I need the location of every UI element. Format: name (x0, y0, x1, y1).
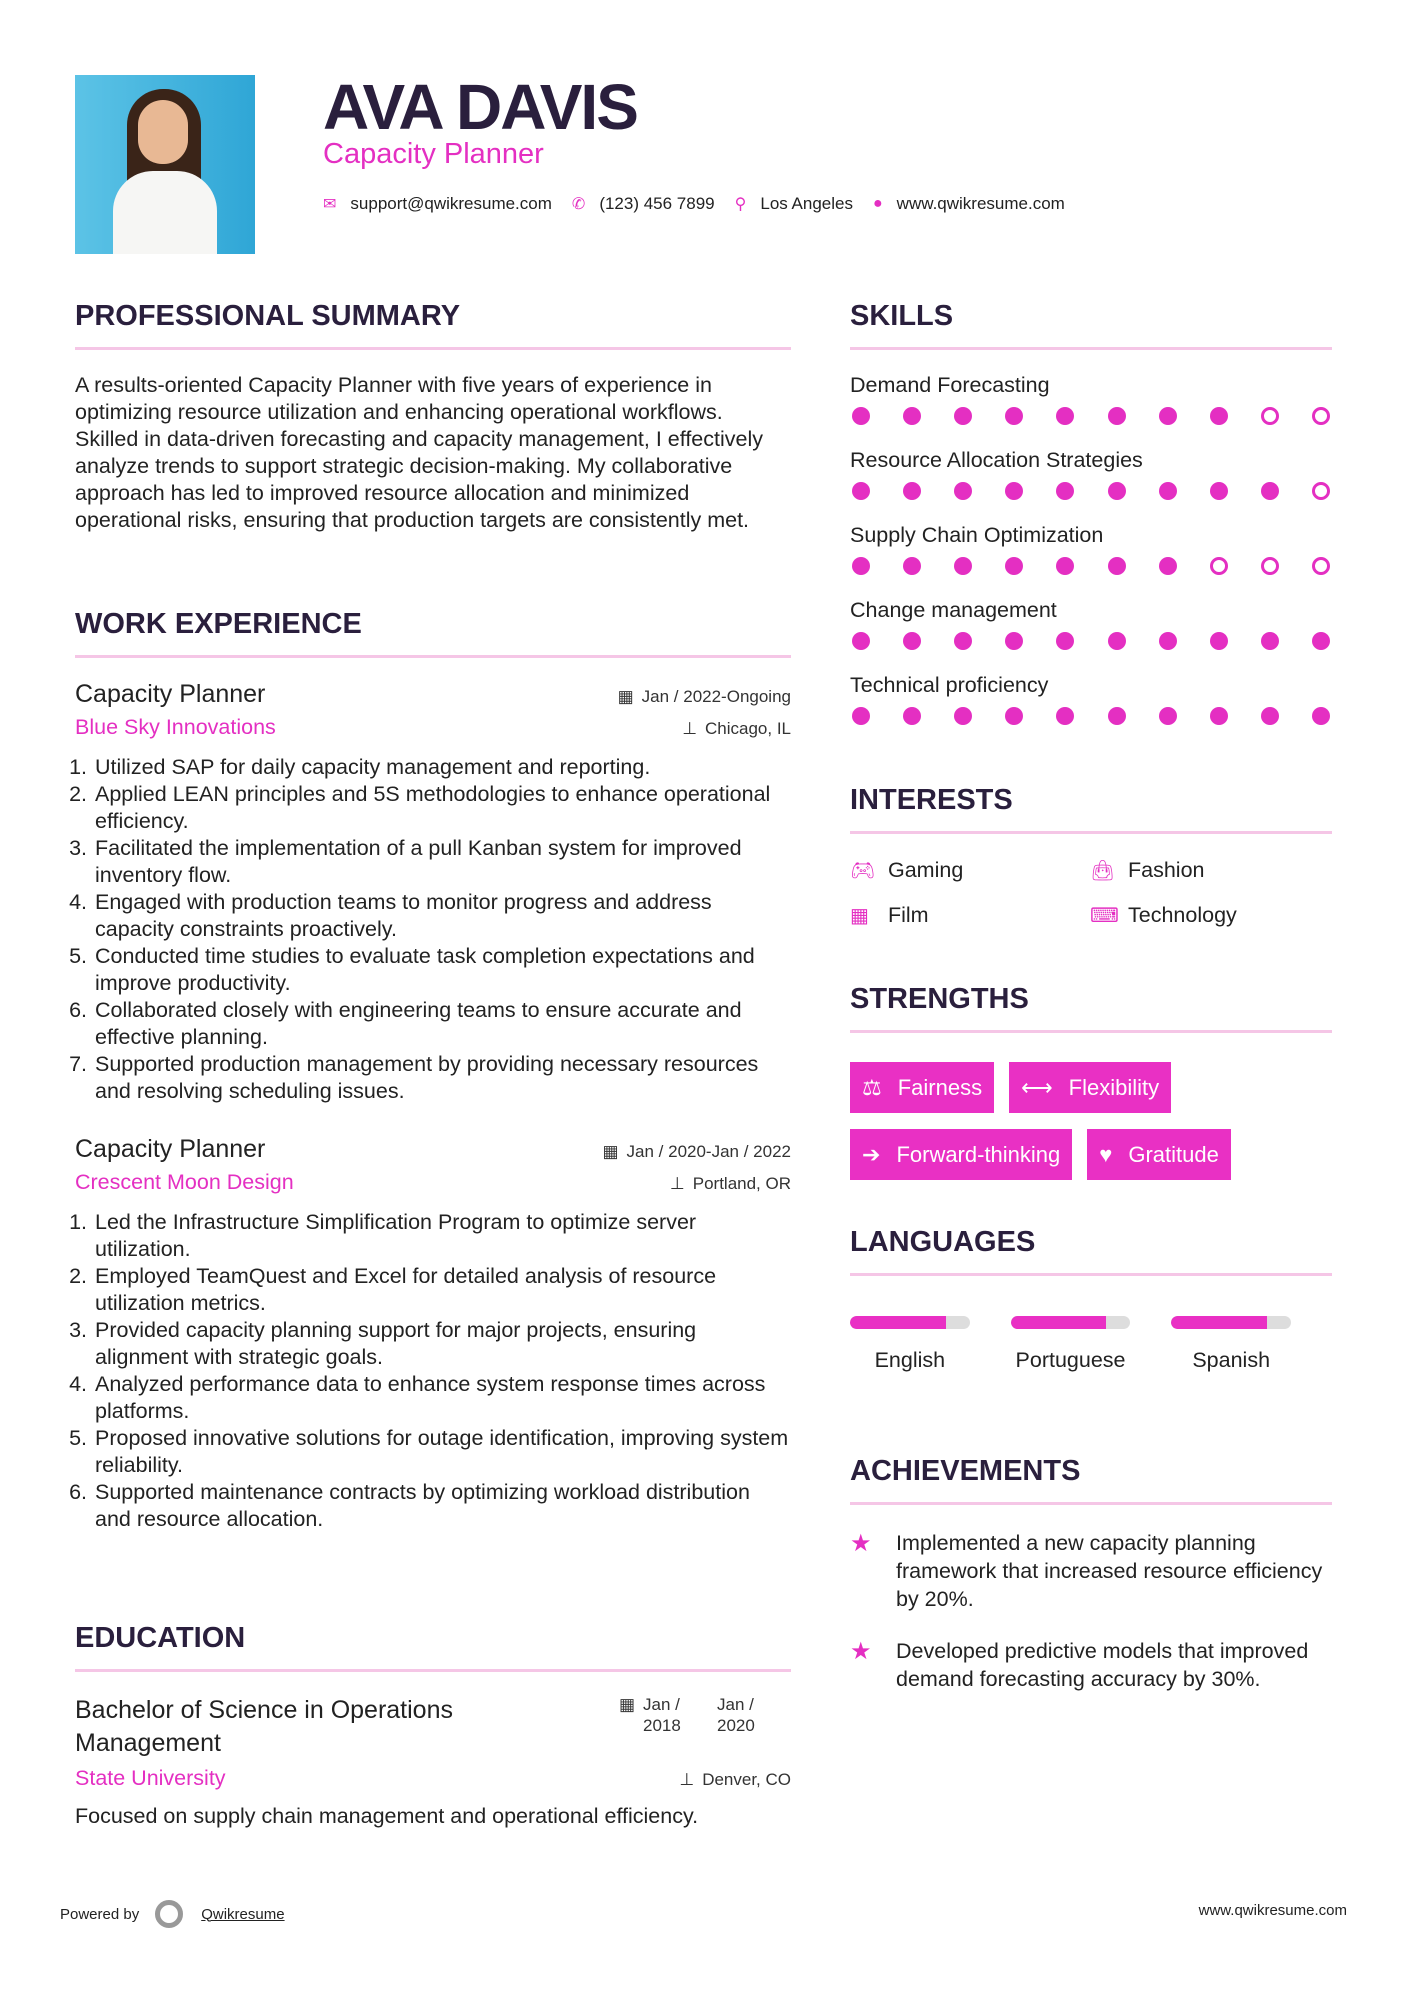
job-bullets (75, 754, 791, 1105)
gamepad-icon: 🎮︎ (850, 860, 876, 882)
rating-dot-filled (903, 557, 921, 575)
divider (850, 831, 1332, 834)
skills-section (850, 300, 1332, 747)
bullet-item: 6. Collaborated closely with engineering teams to ensure accurate and effective planning. (93, 997, 791, 1051)
job-location-wrap (682, 719, 791, 739)
divider (850, 1273, 1332, 1276)
job-title: Capacity Planner (323, 138, 544, 170)
skill-item (850, 672, 1332, 747)
balance-scale-icon: ⚖ (862, 1074, 882, 1100)
rating-dot-filled (1159, 482, 1177, 500)
rating-dot-empty (1261, 407, 1279, 425)
rating-dot-filled (1312, 632, 1330, 650)
job-bullets (75, 1209, 791, 1533)
globe-icon: ● (873, 195, 883, 212)
rating-dot-filled (954, 707, 972, 725)
laptop-icon: ⌨ (1090, 905, 1119, 927)
rating-dot-filled (852, 557, 870, 575)
section-heading: STRENGTHS (850, 983, 1029, 1015)
job-header (75, 1135, 791, 1164)
star-icon: ★ (850, 1638, 872, 1665)
skill-name: Technical proficiency (850, 673, 1049, 697)
language-level-fill (1011, 1316, 1107, 1329)
interest-label: Fashion (1128, 858, 1205, 882)
school: State University (75, 1766, 226, 1790)
rating-dot-filled (1210, 407, 1228, 425)
rating-dot-filled (1056, 557, 1074, 575)
powered-by-label: Powered by (60, 1905, 140, 1923)
rating-dot-filled (1312, 707, 1330, 725)
skill-rating (850, 707, 1332, 725)
profile-photo (75, 75, 255, 254)
shopping-bag-icon: 👜︎ (1090, 860, 1116, 882)
achievements-section (850, 1455, 1332, 1693)
interest-item (850, 858, 1090, 883)
skill-item (850, 372, 1332, 447)
footer-website[interactable]: www.qwikresume.com (1198, 1902, 1347, 1919)
bullet-item: 5. Proposed innovative solutions for outage identification, improving system reliability. (93, 1425, 791, 1479)
rating-dot-filled (1210, 482, 1228, 500)
job-dates-wrap (602, 1142, 791, 1162)
edu-description: Focused on supply chain management and operational efficiency. (75, 1804, 699, 1828)
rating-dot-filled (852, 632, 870, 650)
rating-dot-filled (954, 557, 972, 575)
skill-rating (850, 482, 1332, 500)
summary-text: A results-oriented Capacity Planner with five years of experience in optimizing resource utilization and enhancing operational workflows. Skilled in data-driven forecasting and capacity management, I effectively analyze trends to support strategic decision-making. My collaborative approach has led to improved resource allocation and minimized operational risks, ensuring that production targets are consistently met. (75, 373, 763, 532)
job-subheader (75, 715, 791, 740)
rating-dot-filled (852, 407, 870, 425)
interest-item (850, 903, 1090, 928)
rating-dot-empty (1261, 557, 1279, 575)
divider (850, 347, 1332, 350)
skill-rating (850, 632, 1332, 650)
skill-rating (850, 407, 1332, 425)
rating-dot-filled (1261, 632, 1279, 650)
bullet-item: 3. Facilitated the implementation of a pull Kanban system for improved inventory flow. (93, 835, 791, 889)
calendar-icon: ▦ (602, 1142, 619, 1161)
rating-dot-filled (852, 707, 870, 725)
email[interactable]: support@qwikresume.com (350, 194, 552, 213)
rating-dot-filled (903, 407, 921, 425)
strength-label: Gratitude (1128, 1141, 1219, 1167)
language-item (1171, 1316, 1291, 1374)
rating-dot-filled (1210, 632, 1228, 650)
rating-dot-filled (1005, 707, 1023, 725)
interest-item (1090, 903, 1330, 928)
interest-label: Gaming (888, 858, 964, 882)
job-dates: Jan / 2022-Ongoing (641, 687, 791, 706)
skill-name: Change management (850, 598, 1057, 622)
pin-icon: ⊥ (679, 1770, 695, 1789)
star-icon: ★ (850, 1530, 872, 1557)
summary-section (75, 300, 791, 534)
bullet-item: 6. Supported maintenance contracts by optimizing workload distribution and resource allocation. (93, 1479, 791, 1533)
rating-dot-empty (1312, 482, 1330, 500)
interests-section (850, 784, 1332, 928)
strength-tag (850, 1062, 994, 1113)
rating-dot-filled (903, 632, 921, 650)
website[interactable]: www.qwikresume.com (896, 194, 1065, 213)
rating-dot-filled (954, 407, 972, 425)
divider (75, 1669, 791, 1672)
education-section (75, 1622, 791, 1830)
bullet-item: 7. Supported production management by providing necessary resources and resolving scheduling issues. (93, 1051, 791, 1105)
edu-start: Jan / 2018 (643, 1695, 681, 1735)
section-heading: INTERESTS (850, 784, 1013, 816)
qwikresume-logo-icon (155, 1900, 183, 1928)
experience-section (75, 608, 791, 1533)
language-name: English (874, 1348, 946, 1372)
section-heading: SKILLS (850, 300, 954, 332)
rating-dot-filled (1108, 557, 1126, 575)
skill-item (850, 597, 1332, 672)
bullet-item: 4. Analyzed performance data to enhance system response times across platforms. (93, 1371, 791, 1425)
section-heading: WORK EXPERIENCE (75, 608, 362, 640)
rating-dot-filled (1159, 707, 1177, 725)
section-heading: LANGUAGES (850, 1226, 1036, 1258)
footer (60, 1900, 285, 1928)
achievement-text: Developed predictive models that improved demand forecasting accuracy by 30%. (896, 1639, 1309, 1691)
rating-dot-filled (1056, 482, 1074, 500)
rating-dot-filled (1108, 482, 1126, 500)
edu-end: Jan / 2020 (717, 1695, 755, 1735)
skill-name: Supply Chain Optimization (850, 523, 1104, 547)
divider (850, 1030, 1332, 1033)
skill-item (850, 522, 1332, 597)
strengths-section (850, 983, 1332, 1180)
skill-rating (850, 557, 1332, 575)
envelope-icon: ✉ (323, 196, 337, 213)
rating-dot-filled (1261, 482, 1279, 500)
job-title: Capacity Planner (75, 1135, 266, 1163)
rating-dot-filled (1056, 632, 1074, 650)
rating-dot-filled (1056, 707, 1074, 725)
rating-dot-filled (1108, 407, 1126, 425)
contact-row (323, 194, 1085, 214)
rating-dot-filled (1005, 632, 1023, 650)
language-item (850, 1316, 970, 1374)
language-level-bar (1011, 1316, 1131, 1329)
phone-icon: ✆ (571, 196, 586, 213)
divider (75, 347, 791, 350)
rating-dot-filled (954, 632, 972, 650)
rating-dot-filled (1159, 632, 1177, 650)
job-title: Capacity Planner (75, 680, 266, 708)
language-name: Spanish (1192, 1348, 1271, 1372)
language-name: Portuguese (1015, 1348, 1126, 1372)
divider (75, 655, 791, 658)
pin-icon: ⊥ (669, 1174, 685, 1193)
language-level-fill (850, 1316, 946, 1329)
job-entry (75, 680, 791, 1105)
job-location: Portland, OR (692, 1174, 791, 1193)
pin-icon: ⊥ (682, 719, 697, 738)
film-icon: ▦ (850, 905, 869, 927)
rating-dot-filled (1108, 632, 1126, 650)
rating-dot-filled (1005, 482, 1023, 500)
bullet-item: 5. Conducted time studies to evaluate task completion expectations and improve productivity. (93, 943, 791, 997)
section-heading: PROFESSIONAL SUMMARY (75, 300, 461, 332)
job-location: Chicago, IL (705, 719, 791, 738)
interest-label: Film (888, 903, 929, 927)
rating-dot-filled (903, 707, 921, 725)
calendar-icon: ▦ (617, 687, 634, 706)
divider (850, 1502, 1332, 1505)
job-header (75, 680, 791, 709)
bullet-item: 2. Employed TeamQuest and Excel for detailed analysis of resource utilization metrics. (93, 1263, 791, 1317)
rating-dot-filled (852, 482, 870, 500)
rating-dot-empty (1312, 407, 1330, 425)
rating-dot-filled (1108, 707, 1126, 725)
rating-dot-empty (1210, 557, 1228, 575)
rating-dot-filled (1159, 407, 1177, 425)
rating-dot-filled (1210, 707, 1228, 725)
rating-dot-filled (954, 482, 972, 500)
achievement-text: Implemented a new capacity planning framework that increased resource efficiency by 20%. (896, 1531, 1323, 1611)
strength-label: Fairness (897, 1074, 983, 1100)
job-location-wrap (670, 1174, 791, 1194)
location: Los Angeles (760, 194, 853, 213)
rating-dot-empty (1312, 557, 1330, 575)
language-level-fill (1171, 1316, 1267, 1329)
language-item (1011, 1316, 1131, 1374)
bullet-item: 3. Provided capacity planning support for major projects, ensuring alignment with strategic goals. (93, 1317, 791, 1371)
rating-dot-filled (1159, 557, 1177, 575)
language-level-bar (1171, 1316, 1291, 1329)
map-pin-icon: ⚲ (734, 196, 747, 213)
calendar-icon: ▦ (618, 1695, 635, 1714)
rating-dot-filled (1056, 407, 1074, 425)
achievement-item (850, 1529, 1332, 1613)
bullet-item: 1. Led the Infrastructure Simplification Program to optimize server utilization. (93, 1209, 791, 1263)
bullet-item: 2. Applied LEAN principles and 5S methodologies to enhance operational efficiency. (93, 781, 791, 835)
bullet-item: 4. Engaged with production teams to monitor progress and address capacity constraints proactively. (93, 889, 791, 943)
job-subheader (75, 1170, 791, 1195)
rating-dot-filled (1261, 707, 1279, 725)
rating-dot-filled (1005, 407, 1023, 425)
language-level-bar (850, 1316, 970, 1329)
company-name: Blue Sky Innovations (75, 715, 276, 739)
strength-tag (850, 1129, 1072, 1180)
strength-label: Flexibility (1068, 1074, 1160, 1100)
strength-tag (1009, 1062, 1171, 1113)
job-entry (75, 1135, 791, 1533)
bullet-item: 1. Utilized SAP for daily capacity management and reporting. (93, 754, 791, 781)
candidate-name: AVA DAVIS (323, 71, 637, 143)
phone: (123) 456 7899 (599, 194, 715, 213)
interest-item (1090, 858, 1330, 883)
heart-icon: ♥ (1099, 1141, 1113, 1167)
brand-link[interactable]: Qwikresume (201, 1905, 285, 1923)
arrow-right-icon: ➔ (862, 1141, 881, 1167)
achievement-item (850, 1637, 1332, 1693)
strength-label: Forward-thinking (896, 1141, 1061, 1167)
company-name: Crescent Moon Design (75, 1170, 294, 1194)
skill-name: Demand Forecasting (850, 373, 1050, 397)
languages-section (850, 1226, 1332, 1374)
rating-dot-filled (903, 482, 921, 500)
interest-label: Technology (1128, 903, 1237, 927)
degree: Bachelor of Science in Operations Management (75, 1696, 453, 1757)
job-dates-wrap (618, 687, 791, 707)
skill-item (850, 447, 1332, 522)
arrows-horizontal-icon: ⟷ (1021, 1074, 1053, 1100)
strength-tag (1087, 1129, 1231, 1180)
section-heading: EDUCATION (75, 1622, 246, 1654)
job-dates: Jan / 2020-Jan / 2022 (626, 1142, 791, 1161)
skill-name: Resource Allocation Strategies (850, 448, 1143, 472)
edu-location: Denver, CO (702, 1770, 791, 1789)
section-heading: ACHIEVEMENTS (850, 1455, 1081, 1487)
rating-dot-filled (1005, 557, 1023, 575)
